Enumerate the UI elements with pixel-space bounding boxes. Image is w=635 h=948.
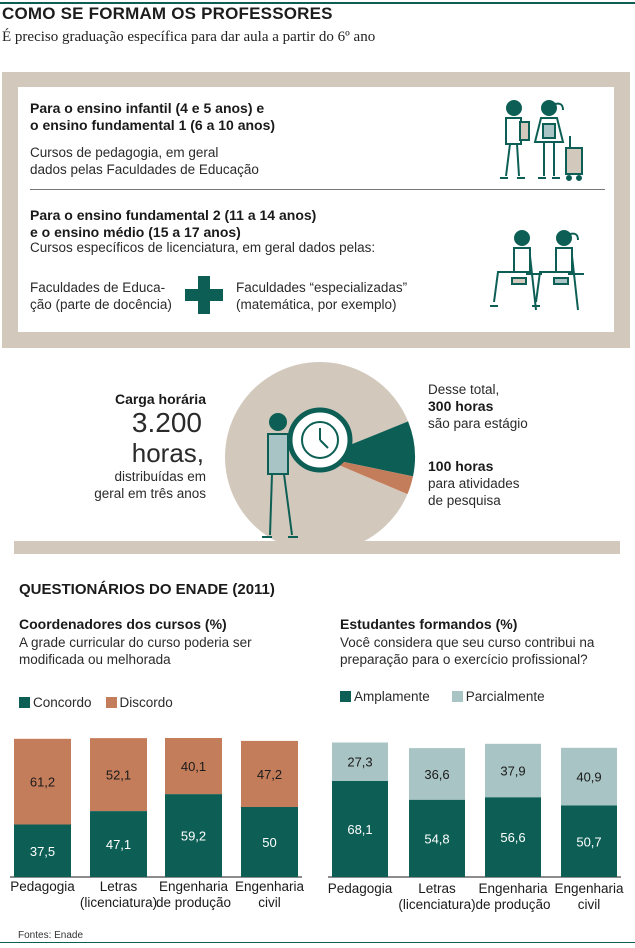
- block2-text: Cursos específicos de licenciatura, em geral dados pelas:: [30, 240, 376, 255]
- faculty-education-line: Faculdades de Educa-: [30, 280, 166, 295]
- legend-swatch-amplamente: [340, 691, 351, 702]
- category-label: Letras: [418, 881, 456, 896]
- legend-label-discordo: Discordo: [119, 695, 173, 710]
- category-label: de produção: [475, 897, 551, 912]
- block2-heading-line: Para o ensino fundamental 2 (11 a 14 anos): [30, 207, 317, 223]
- bar-value-label: 52,1: [105, 767, 132, 783]
- research-note-line: para atividades: [428, 476, 520, 491]
- internship-note-line: Desse total,: [428, 382, 500, 397]
- bar-value-label: 56,6: [500, 830, 526, 846]
- faculty-specialized-line: Faculdades “especializadas”: [236, 280, 408, 295]
- category-label: Engenharia: [478, 881, 548, 896]
- bar-value-label: 40,1: [180, 759, 207, 775]
- block2-heading-line: e o ensino médio (15 a 17 anos): [30, 224, 241, 240]
- legend-swatch-concordo: [19, 697, 30, 708]
- bottom-rule: [0, 942, 635, 943]
- block-divider: [30, 189, 605, 190]
- workload-number: 3.200: [131, 407, 202, 438]
- internship-value: 300 horas: [428, 398, 494, 414]
- legend-label-parcialmente: Parcialmente: [465, 689, 545, 704]
- block1-heading-line: Para o ensino infantil (4 e 5 anos) e: [30, 100, 265, 116]
- enade-bar-charts: [0, 720, 635, 920]
- bar-value-label: 54,8: [424, 831, 450, 847]
- chart2-legend: [340, 689, 545, 704]
- page-subtitle: É preciso graduação específica para dar aula a partir do 6º ano: [2, 29, 376, 45]
- chart2-title: Estudantes formandos (%): [340, 616, 518, 632]
- bar-value-label: 27,3: [347, 754, 373, 770]
- category-label: (licenciatura): [79, 895, 158, 910]
- bar-value-label: 40,9: [576, 769, 602, 785]
- block1-text-line: dados pelas Faculdades de Educação: [30, 162, 259, 177]
- page-title: COMO SE FORMAM OS PROFESSORES: [2, 4, 333, 23]
- bar-value-label: 50: [262, 835, 277, 850]
- bar-value-label: 50,7: [576, 834, 602, 850]
- category-label: Letras: [99, 879, 138, 894]
- chart2-subtitle-line: Você considera que seu curso contribui na: [340, 635, 595, 650]
- category-label: Pedagogia: [10, 879, 75, 894]
- children-backpack-illustration: [486, 96, 590, 184]
- faculty-specialized-line: (matemática, por exemplo): [236, 297, 397, 312]
- source-note: Fontes: Enade: [18, 930, 84, 941]
- block2-heading: [30, 207, 316, 241]
- block1-text-line: Cursos de pedagogia, em geral: [30, 145, 219, 160]
- chart1-title: Coordenadores dos cursos (%): [19, 616, 227, 632]
- legend-swatch-parcialmente: [452, 691, 463, 702]
- section-title: QUESTIONÁRIOS DO ENADE (2011): [19, 581, 275, 598]
- legend-label-concordo: Concordo: [33, 695, 92, 710]
- bar-value-label: 37,5: [29, 843, 56, 859]
- seated-students-illustration: [486, 226, 590, 314]
- chart1-subtitle-line: modificada ou melhorada: [19, 652, 171, 667]
- workload-label: Carga horária: [114, 391, 206, 407]
- research-value: 100 horas: [428, 458, 494, 474]
- research-note: [428, 458, 520, 509]
- category-label: de produção: [155, 895, 232, 910]
- chart1-subtitle: [19, 634, 252, 668]
- category-label: Engenharia: [234, 879, 305, 894]
- bar-value-label: 68,1: [347, 822, 373, 837]
- block1-text: [30, 144, 259, 178]
- faculty-education-line: ção (parte de docência): [30, 297, 172, 312]
- category-label: civil: [258, 895, 281, 910]
- category-label: civil: [577, 897, 601, 912]
- chart1-legend: [19, 695, 173, 710]
- research-note-line: de pesquisa: [428, 493, 501, 508]
- faculty-specialized-text: [236, 279, 407, 313]
- chart2-subtitle: [340, 634, 594, 668]
- bar-value-label: 47,2: [256, 767, 283, 782]
- category-label: Engenharia: [158, 879, 229, 894]
- bar-value-label: 61,2: [29, 774, 56, 790]
- bar-value-label: 47,1: [105, 837, 132, 852]
- bar-value-label: 36,6: [424, 766, 450, 782]
- block1-heading-line: o ensino fundamental 1 (6 a 10 anos): [30, 117, 276, 133]
- chart2-subtitle-line: preparação para o exercício profissional?: [340, 652, 588, 667]
- category-label: Pedagogia: [327, 881, 393, 896]
- legend-swatch-discordo: [106, 697, 117, 708]
- category-label: (licenciatura): [398, 897, 476, 912]
- bar-value-label: 59,2: [180, 828, 207, 844]
- legend-label-amplamente: Amplamente: [354, 689, 430, 704]
- workload-unit: horas,: [131, 438, 204, 468]
- bar-value-label: 37,9: [500, 763, 526, 779]
- workload-description-line: geral em três anos: [94, 486, 206, 501]
- ground-strip: [14, 541, 620, 554]
- faculty-education-text: [30, 279, 172, 313]
- chart1-subtitle-line: A grade curricular do curso poderia ser: [19, 635, 252, 650]
- plus-icon-bar: [185, 289, 223, 301]
- workload-description: [80, 468, 206, 502]
- workload-description-line: distribuídas em: [114, 469, 206, 484]
- category-label: Engenharia: [554, 881, 624, 896]
- block1-heading: [30, 100, 275, 134]
- internship-note: [428, 381, 528, 432]
- internship-note-line: são para estágio: [428, 416, 528, 431]
